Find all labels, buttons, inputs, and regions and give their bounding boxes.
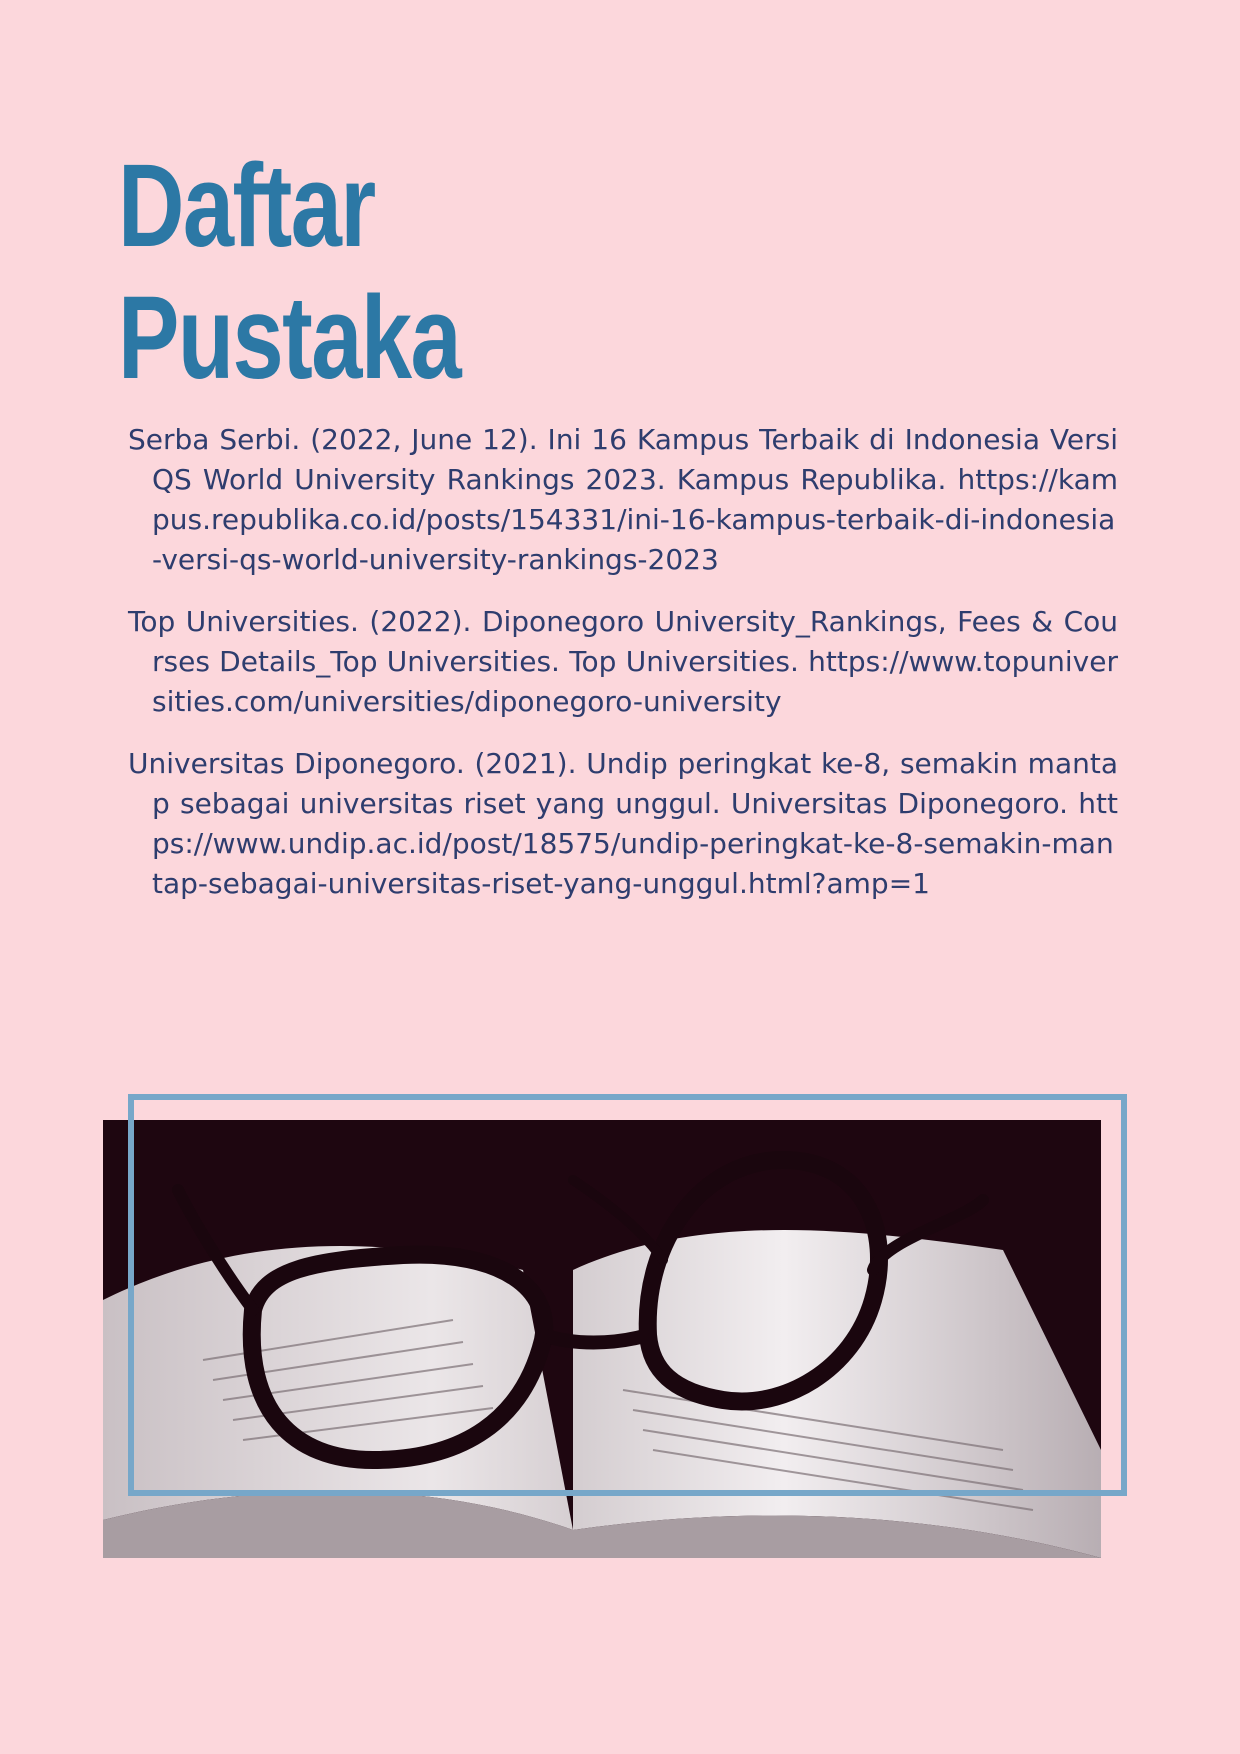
page-title: [118, 140, 460, 404]
page-title-line-2: Pustaka: [118, 272, 461, 404]
page-title-line-1: Daftar: [118, 140, 375, 272]
reference-list: [128, 420, 1118, 926]
photo-frame: [128, 1094, 1127, 1496]
reference-item-1: Serba Serbi. (2022, June 12). Ini 16 Kampus Terbaik di Indonesia Versi QS World University Rankings 2023. Kampus Republika. https://kampus.republika.co.id/posts/154331/ini-16-kampus-terbaik-di-indonesia-versi-qs-world-university-rankings-2023: [128, 423, 1118, 576]
reference-item-3: Universitas Diponegoro. (2021). Undip peringkat ke-8, semakin mantap sebagai universitas riset yang unggul. Universitas Diponegoro. https://www.undip.ac.id/post/18575/undip-peringkat-ke-8-semakin-mantap-sebagai-universitas-riset-yang-unggul.html?amp=1: [128, 747, 1118, 900]
reference-item-2: Top Universities. (2022). Diponegoro University_Rankings, Fees & Courses Details_Top Universities. Top Universities. https://www.topuniversities.com/universities/diponegoro-university: [128, 605, 1118, 718]
